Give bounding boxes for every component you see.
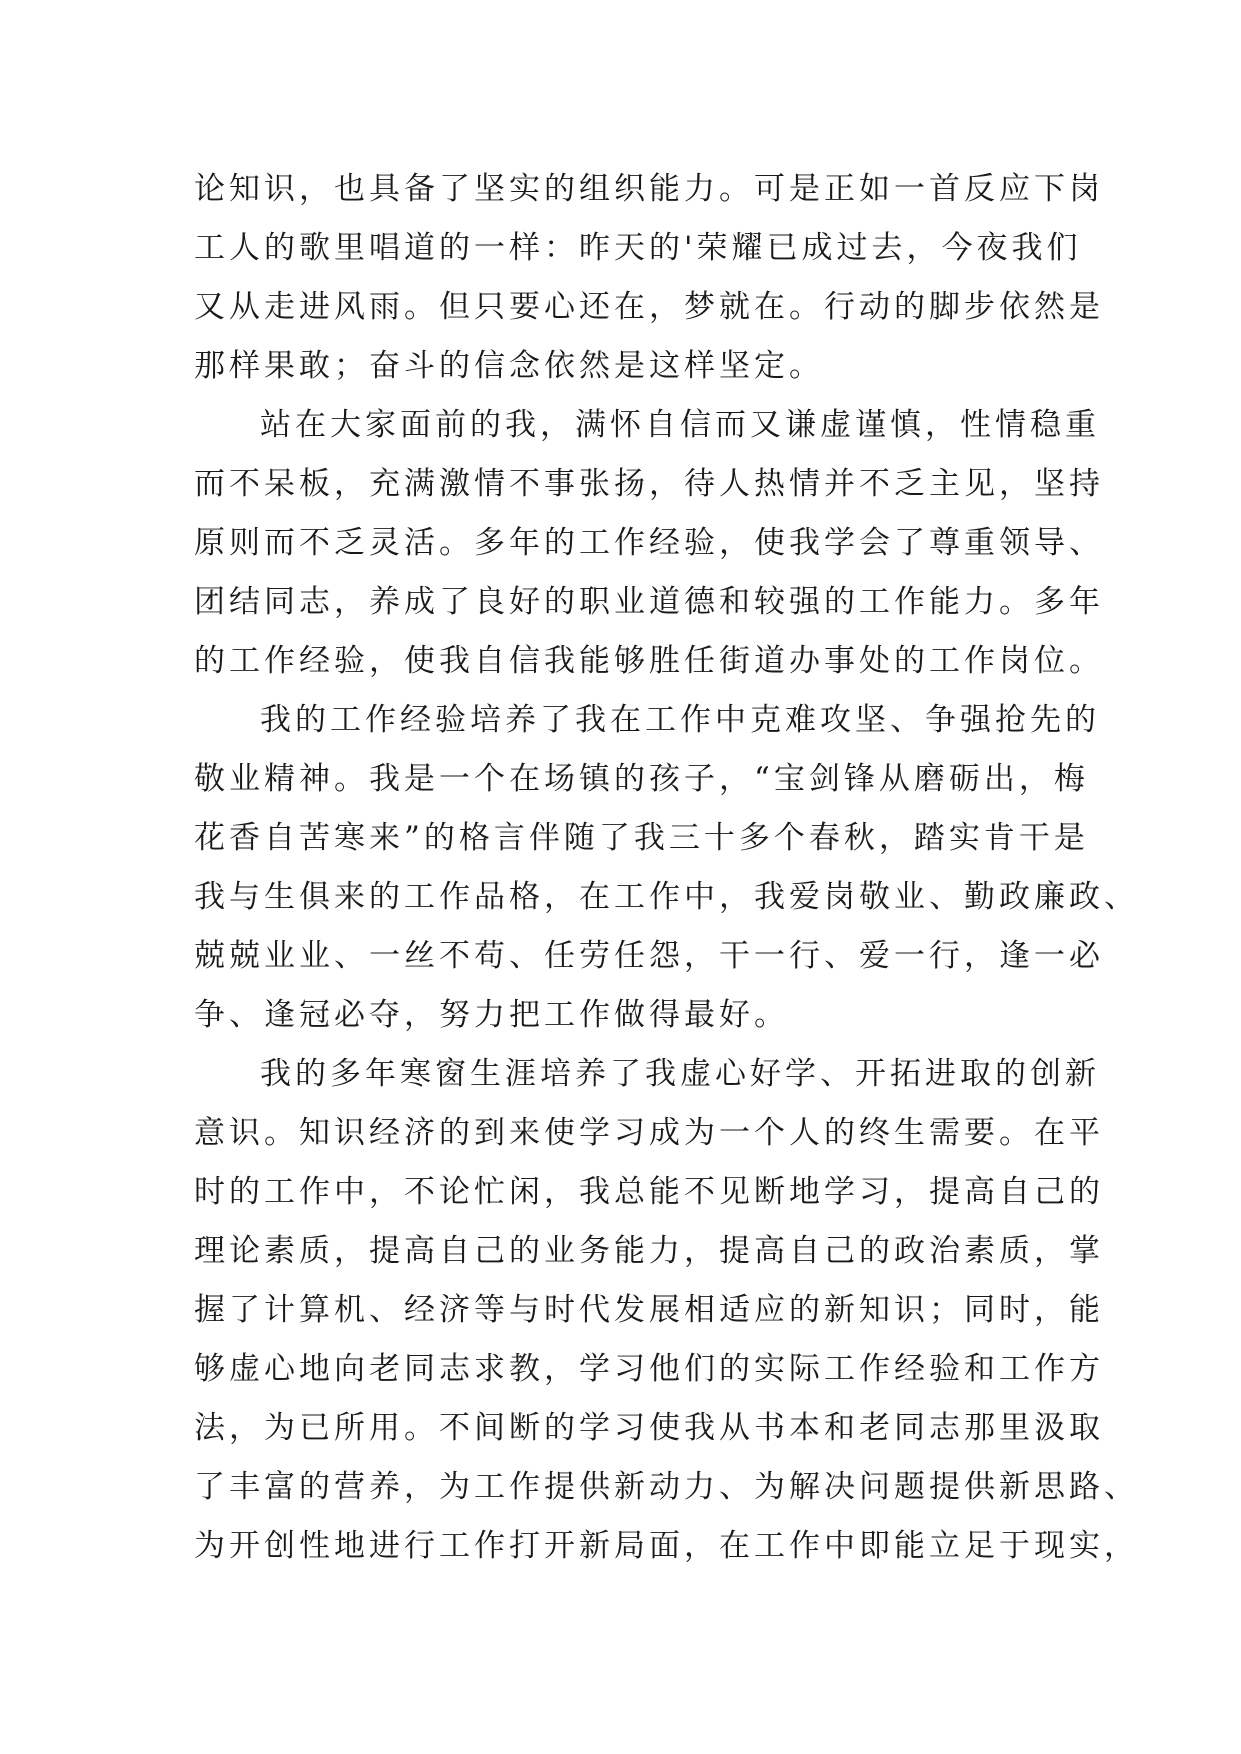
text-line: 的工作经验，使我自信我能够胜任街道办事处的工作岗位。 — [194, 643, 1104, 679]
text-line: 那样果敢；奋斗的信念依然是这样坚定。 — [194, 348, 824, 384]
text-line: 握了计算机、经济等与时代发展相适应的新知识；同时，能 — [194, 1292, 1104, 1328]
text-line: 我与生俱来的工作品格，在工作中，我爱岗敬业、勤政廉政、 — [194, 879, 1139, 915]
text-line: 我的多年寒窗生涯培养了我虚心好学、开拓进取的创新 — [260, 1056, 1100, 1092]
body-text — [194, 160, 1139, 1576]
text-line: 论知识，也具备了坚实的组织能力。可是正如一首反应下岗 — [194, 171, 1104, 207]
text-line: 时的工作中，不论忙闲，我总能不见断地学习，提高自己的 — [194, 1174, 1104, 1210]
text-line: 原则而不乏灵活。多年的工作经验，使我学会了尊重领导、 — [194, 525, 1104, 561]
text-line: 兢兢业业、一丝不苟、任劳任怨，干一行、爱一行，逢一必 — [194, 938, 1104, 974]
text-line: 理论素质，提高自己的业务能力，提高自己的政治素质，掌 — [194, 1233, 1104, 1269]
text-line: 够虚心地向老同志求教，学习他们的实际工作经验和工作方 — [194, 1351, 1104, 1387]
text-line: 花香自苦寒来”的格言伴随了我三十多个春秋，踏实肯干是 — [194, 820, 1089, 856]
text-line: 我的工作经验培养了我在工作中克难攻坚、争强抢先的 — [260, 702, 1100, 738]
text-line: 敬业精神。我是一个在场镇的孩子，“宝剑锋从磨砺出，梅 — [194, 761, 1089, 797]
text-line: 法，为已所用。不间断的学习使我从书本和老同志那里汲取 — [194, 1410, 1104, 1446]
text-line: 为开创性地进行工作打开新局面，在工作中即能立足于现实， — [194, 1528, 1139, 1564]
text-line: 站在大家面前的我，满怀自信而又谦虚谨慎，性情稳重 — [260, 407, 1100, 443]
text-line: 团结同志，养成了良好的职业道德和较强的工作能力。多年 — [194, 584, 1104, 620]
text-line: 工人的歌里唱道的一样：昨天的'荣耀已成过去，今夜我们 — [194, 230, 1082, 266]
text-line: 争、逢冠必夺，努力把工作做得最好。 — [194, 997, 789, 1033]
text-line: 意识。知识经济的到来使学习成为一个人的终生需要。在平 — [194, 1115, 1104, 1151]
text-line: 而不呆板，充满激情不事张扬，待人热情并不乏主见，坚持 — [194, 466, 1104, 502]
text-line: 又从走进风雨。但只要心还在，梦就在。行动的脚步依然是 — [194, 289, 1104, 325]
text-line: 了丰富的营养，为工作提供新动力、为解决问题提供新思路、 — [194, 1469, 1139, 1505]
